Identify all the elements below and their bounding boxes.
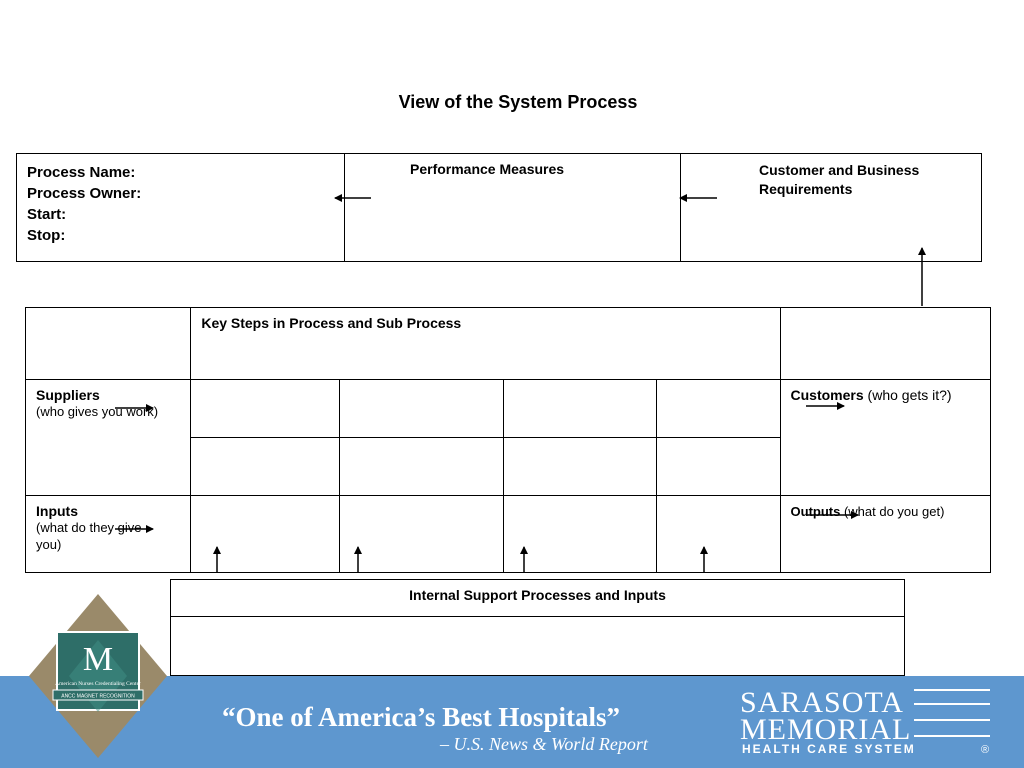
- org-name-line2: MEMORIAL: [740, 713, 912, 746]
- magnet-recognition-badge: [27, 592, 169, 760]
- outputs-label: Outputs: [790, 504, 841, 519]
- badge-letter: M: [82, 641, 114, 678]
- badge-text: American Nurses Credentialing Center: [55, 681, 141, 687]
- customer-requirements-line2: Requirements: [759, 181, 853, 197]
- performance-measures-label: Performance Measures: [410, 161, 565, 177]
- customers-label: Customers: [790, 387, 864, 403]
- inputs-label: Inputs: [36, 503, 78, 519]
- outputs-sub-label: (what do you get): [840, 504, 945, 519]
- org-name-line1: SARASOTA: [740, 686, 904, 719]
- badge-ribbon-text: ANCC MAGNET RECOGNITION: [61, 693, 135, 700]
- customer-requirements-line1: Customer and Business: [759, 162, 920, 178]
- inputs-sub-label-line1: (what do they give: [36, 520, 142, 535]
- footer-quote-source: – U.S. News & World Report: [440, 734, 648, 754]
- footer-quote: “One of America’s Best Hospitals”: [222, 702, 620, 732]
- stop-label: Stop:: [27, 227, 66, 244]
- suppliers-sub-label: (who gives you work): [36, 404, 159, 419]
- page-title: View of the System Process: [398, 92, 638, 112]
- process-name-label: Process Name:: [27, 164, 136, 181]
- suppliers-label: Suppliers: [36, 387, 100, 403]
- key-steps-header: Key Steps in Process and Sub Process: [191, 308, 780, 380]
- inputs-sub-label-line2: you): [36, 537, 62, 552]
- internal-support-header: Internal Support Processes and Inputs: [171, 580, 905, 617]
- registered-mark: ®: [981, 744, 990, 756]
- org-name-line3: HEALTH CARE SYSTEM: [742, 742, 916, 756]
- start-label: Start:: [27, 206, 67, 223]
- customers-sub-label: (who gets it?): [863, 387, 952, 403]
- process-owner-label: Process Owner:: [27, 185, 142, 202]
